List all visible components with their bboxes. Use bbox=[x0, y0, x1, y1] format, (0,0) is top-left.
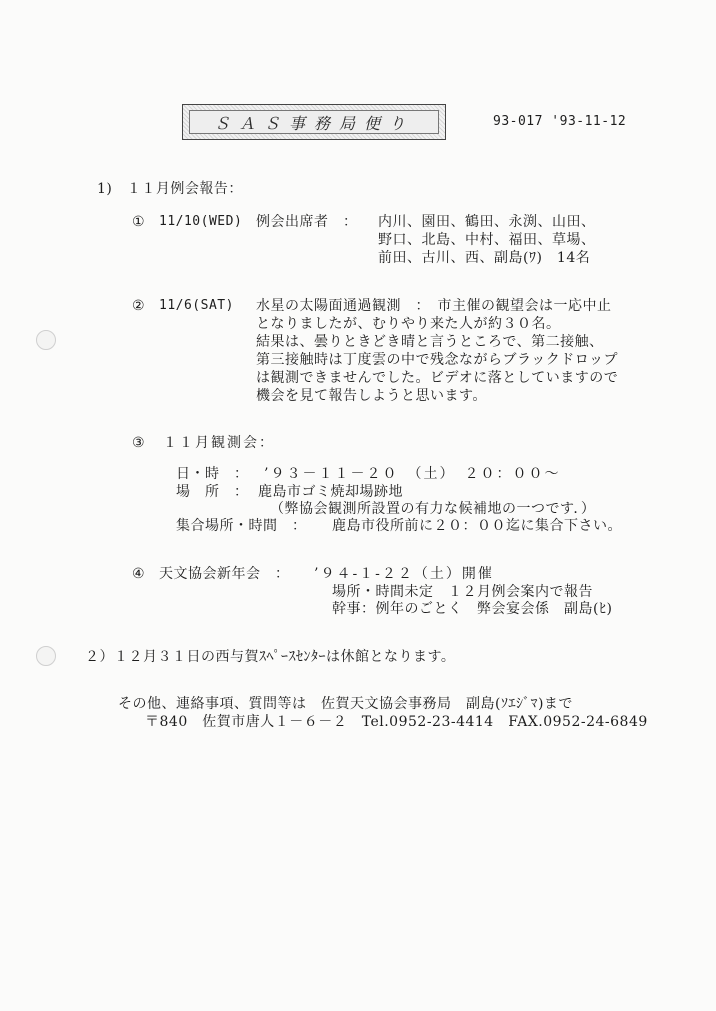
item-2-line-5: は観測できませんでした。ビデオに落としていますので bbox=[256, 370, 619, 386]
contact-line: その他、連絡事項、質問等は 佐賀天文協会事務局 副島(ｿｴｼﾞﾏ)まで bbox=[118, 696, 573, 712]
item-1-label: 例会出席者 ： bbox=[256, 214, 358, 230]
place-note: （弊協会観測所設置の有力な候補地の一つです．） bbox=[270, 501, 596, 517]
section-1-heading: 1) １１月例会報告： bbox=[97, 181, 243, 197]
punch-hole-bottom bbox=[36, 646, 56, 666]
item-3-title: １１月観測会： bbox=[163, 435, 275, 451]
item-1-date: 11/10(WED) bbox=[159, 214, 243, 229]
header-title-box bbox=[182, 104, 446, 140]
meeting-label: 集合場所・時間 ： bbox=[176, 518, 307, 534]
item-2-line-6: 機会を見て報告しようと思います。 bbox=[256, 388, 487, 404]
meeting-value: 鹿島市役所前に２０：００迄に集合下さい。 bbox=[332, 518, 622, 534]
address-line: 〒840 佐賀市唐人１－６－２ Tel.0952-23-4414 FAX.0952-24-6849 bbox=[145, 714, 648, 730]
section-2-notice: ２）１２月３１日の西与賀ｽﾍﾟｰｽｾﾝﾀｰは休館となります。 bbox=[85, 649, 456, 665]
item-3-marker: ③ bbox=[132, 435, 146, 451]
punch-hole-top bbox=[36, 330, 56, 350]
datetime-value: ’９３－１１－２０ （土） ２０：００～ bbox=[264, 466, 561, 482]
attendees-line-3: 前田、古川、西、副島(ﾜ) 14名 bbox=[378, 250, 591, 266]
new-year-organizer: 幹事：例年のごとく 弊会宴会係 副島(ﾋ) bbox=[332, 601, 613, 617]
new-year-venue: 場所・時間未定 １２月例会案内で報告 bbox=[332, 584, 593, 600]
document-number: 93-017 '93-11-12 bbox=[493, 114, 627, 129]
header-title: ＳＡＳ事務局便り bbox=[189, 110, 439, 134]
place-label: 場 所 ： bbox=[176, 484, 249, 500]
new-year-date: ’９４-１-２２（土）開催 bbox=[314, 566, 494, 582]
item-4-marker: ④ bbox=[132, 566, 146, 582]
item-1-marker: ① bbox=[132, 214, 146, 230]
item-2-line-3: 結果は、曇りときどき晴と言うところで、第二接触、 bbox=[256, 334, 604, 350]
item-2-line-1: 水星の太陽面通過観測 ： 市主催の観望会は一応中止 bbox=[256, 298, 612, 314]
attendees-line-2: 野口、北島、中村、福田、草場、 bbox=[378, 232, 596, 248]
item-2-marker: ② bbox=[132, 298, 146, 314]
place-value: 鹿島市ゴミ焼却場跡地 bbox=[258, 484, 403, 500]
item-2-line-4: 第三接触時は丁度雲の中で残念ながらブラックドロップ bbox=[256, 352, 618, 368]
item-2-date: 11/6(SAT) bbox=[159, 298, 234, 313]
attendees-line-1: 内川、園田、鶴田、永渕、山田、 bbox=[378, 214, 596, 230]
datetime-label: 日・時 ： bbox=[176, 466, 249, 482]
item-2-line-2: となりましたが、むりやり来た人が約３０名。 bbox=[256, 316, 561, 332]
item-4-title: 天文協会新年会 ： bbox=[159, 566, 290, 582]
